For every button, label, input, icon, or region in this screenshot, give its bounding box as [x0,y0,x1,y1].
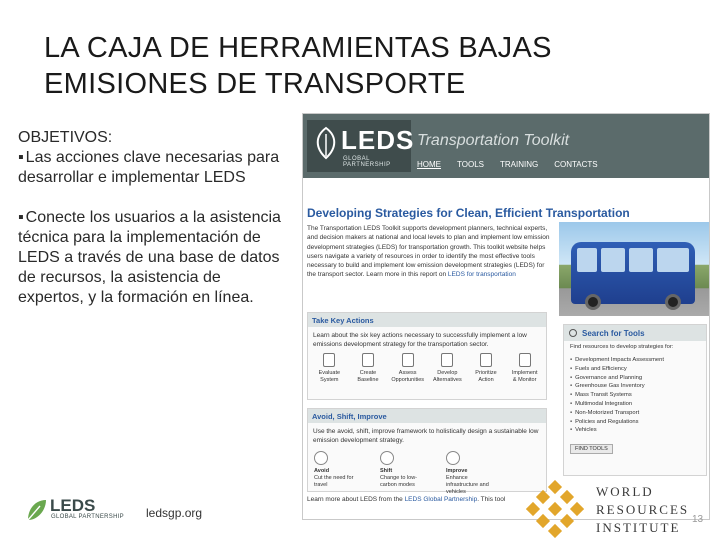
site-nav [417,160,598,169]
wri-logo-icon [526,480,584,538]
leaf-icon [26,498,48,522]
ask-list [308,449,546,498]
tool-link[interactable]: ▪ Development Impacts Assessment [570,356,700,365]
avoid-shift-improve-panel [307,408,547,495]
action-develop-alternatives[interactable] [432,353,463,384]
leds-footer-logo [24,496,134,524]
key-actions-panel [307,312,547,400]
toolkit-website-screenshot [302,113,710,520]
bus-wheel [585,294,601,310]
action-assess-opportunities[interactable] [391,353,424,384]
tool-link[interactable]: ▪ Fuels and Efficiency [570,365,700,374]
action-evaluate-system[interactable] [314,353,345,384]
footer-url[interactable]: ledsgp.org [146,506,203,520]
search-tools-title: Search for Tools [582,329,645,338]
bus-image [571,242,695,304]
site-intro-text: The Transportation LEDS Toolkit supports development planners, technical experts, and decision makers at national and local levels to plan and implement low emission development strategies (LEDS) for transportation growth. This toolkit website helps users navigate a variety of resources in order to identify the most effective tools necessary to build and implement low emission development strategies (LEDS) for the transport sector. Learn more in this report on [307,225,550,279]
improve-icon [446,451,460,465]
ask-improve[interactable] [446,451,498,496]
tool-link[interactable]: ▪ Policies and Regulations [570,418,700,427]
objectives-label: OBJETIVOS: [18,129,113,146]
bus-window [657,248,689,272]
ask-item-text: Cut the need for travel [314,475,354,488]
key-actions-text: Learn about the six key actions necessary to successfully implement a low emissions development strategy for the transportation sector. [313,332,527,348]
bus-window [629,248,653,272]
nav-tools[interactable]: TOOLS [457,160,484,169]
nav-contacts[interactable]: CONTACTS [554,160,598,169]
ask-head: Avoid [314,468,330,474]
document-icon [519,353,531,367]
tool-link[interactable]: ▪ Mass Transit Systems [570,391,700,400]
action-implement-monitor[interactable] [509,353,540,384]
objective-1 [18,148,290,188]
tool-link[interactable]: ▪ Multimodal Integration [570,400,700,409]
slide-title-line-1: LA CAJA DE HERRAMIENTAS BAJAS [44,32,552,64]
action-label: Implement & Monitor [511,370,538,383]
learn-more-text: Learn more about LEDS from the [307,496,403,503]
objectives-text [18,128,290,328]
site-logo[interactable] [307,120,415,172]
wri-line: WORLD [596,484,654,499]
wri-line: RESOURCES [596,502,690,517]
tool-link[interactable]: ▪ Non-Motorized Transport [570,409,700,418]
bus-window [601,248,625,272]
wri-logo-text [596,483,689,537]
search-tools-panel [563,324,707,476]
site-intro-link[interactable]: LEDS for transportation [447,271,516,279]
tool-link[interactable]: ▪ Vehicles [570,426,700,435]
key-actions-list [308,353,546,384]
tools-list [564,354,706,437]
ask-shift[interactable] [380,451,432,496]
action-label: Assess Opportunities [391,370,425,383]
learn-more-tail: . This tool [477,496,506,503]
bus-wheel [665,294,681,310]
shift-icon [380,451,394,465]
action-label: Prioritize Action [475,370,497,383]
action-label: Create Baseline [357,370,379,383]
objective-2-text: Conecte los usuarios a la asistencia técnica para la implementación de LEDS a través de una base de datos de recursos, la asistencia de expertos, y la formación en línea. [18,209,281,306]
nav-home[interactable]: HOME [417,160,441,169]
ask-item-text: Enhance infrastructure and vehicles [446,475,489,495]
slide-title [44,30,664,102]
site-tagline: Transportation Toolkit [417,132,570,149]
objective-1-text: Las acciones clave necesarias para desarrollar e implementar LEDS [18,149,280,186]
avoid-icon [314,451,328,465]
search-tools-header [564,325,706,341]
tool-link[interactable]: ▪ Governance and Planning [570,374,700,383]
learn-more [307,496,547,503]
page-number: 13 [692,514,704,525]
ask-head: Shift [380,468,393,474]
document-icon [441,353,453,367]
key-actions-title: Take Key Actions [308,313,546,327]
document-icon [480,353,492,367]
find-tools-button[interactable]: FIND TOOLS [570,444,613,454]
bus-photo [559,222,710,316]
ask-item-text: Change to low-carbon modes [380,475,417,488]
nav-training[interactable]: TRAINING [499,160,539,169]
action-prioritize[interactable] [471,353,502,384]
action-label: Develop Alternatives [432,370,462,383]
tool-link[interactable]: ▪ Greenhouse Gas Inventory [570,382,700,391]
leaf-icon [313,126,339,160]
search-icon [569,329,577,337]
site-intro [307,224,551,280]
site-heading: Developing Strategies for Clean, Efficient Transportation [307,206,630,220]
site-header [303,114,710,178]
slide-title-line-2: EMISIONES DE TRANSPORTE [44,68,466,100]
ask-text: Use the avoid, shift, improve framework to holistically design a sustainable low emission development strategy. [313,428,539,444]
document-icon [362,353,374,367]
search-tools-intro: Find resources to develop strategies for: [570,344,674,350]
wri-line: INSTITUTE [596,520,681,535]
site-logo-word: LEDS [341,125,415,155]
site-logo-sub: GLOBAL PARTNERSHIP [343,156,391,168]
bus-window [577,248,597,272]
learn-more-link[interactable]: LEDS Global Partnership [404,496,478,503]
footer-logo-word: LEDS [50,496,96,515]
ask-avoid[interactable] [314,451,366,496]
ask-title: Avoid, Shift, Improve [308,409,546,423]
objective-2 [18,208,290,308]
action-create-baseline[interactable] [353,353,384,384]
action-label: Evaluate System [318,370,341,383]
document-icon [402,353,414,367]
ask-head: Improve [446,468,468,474]
footer-logo-sub: GLOBAL PARTNERSHIP [51,514,124,520]
document-icon [323,353,335,367]
